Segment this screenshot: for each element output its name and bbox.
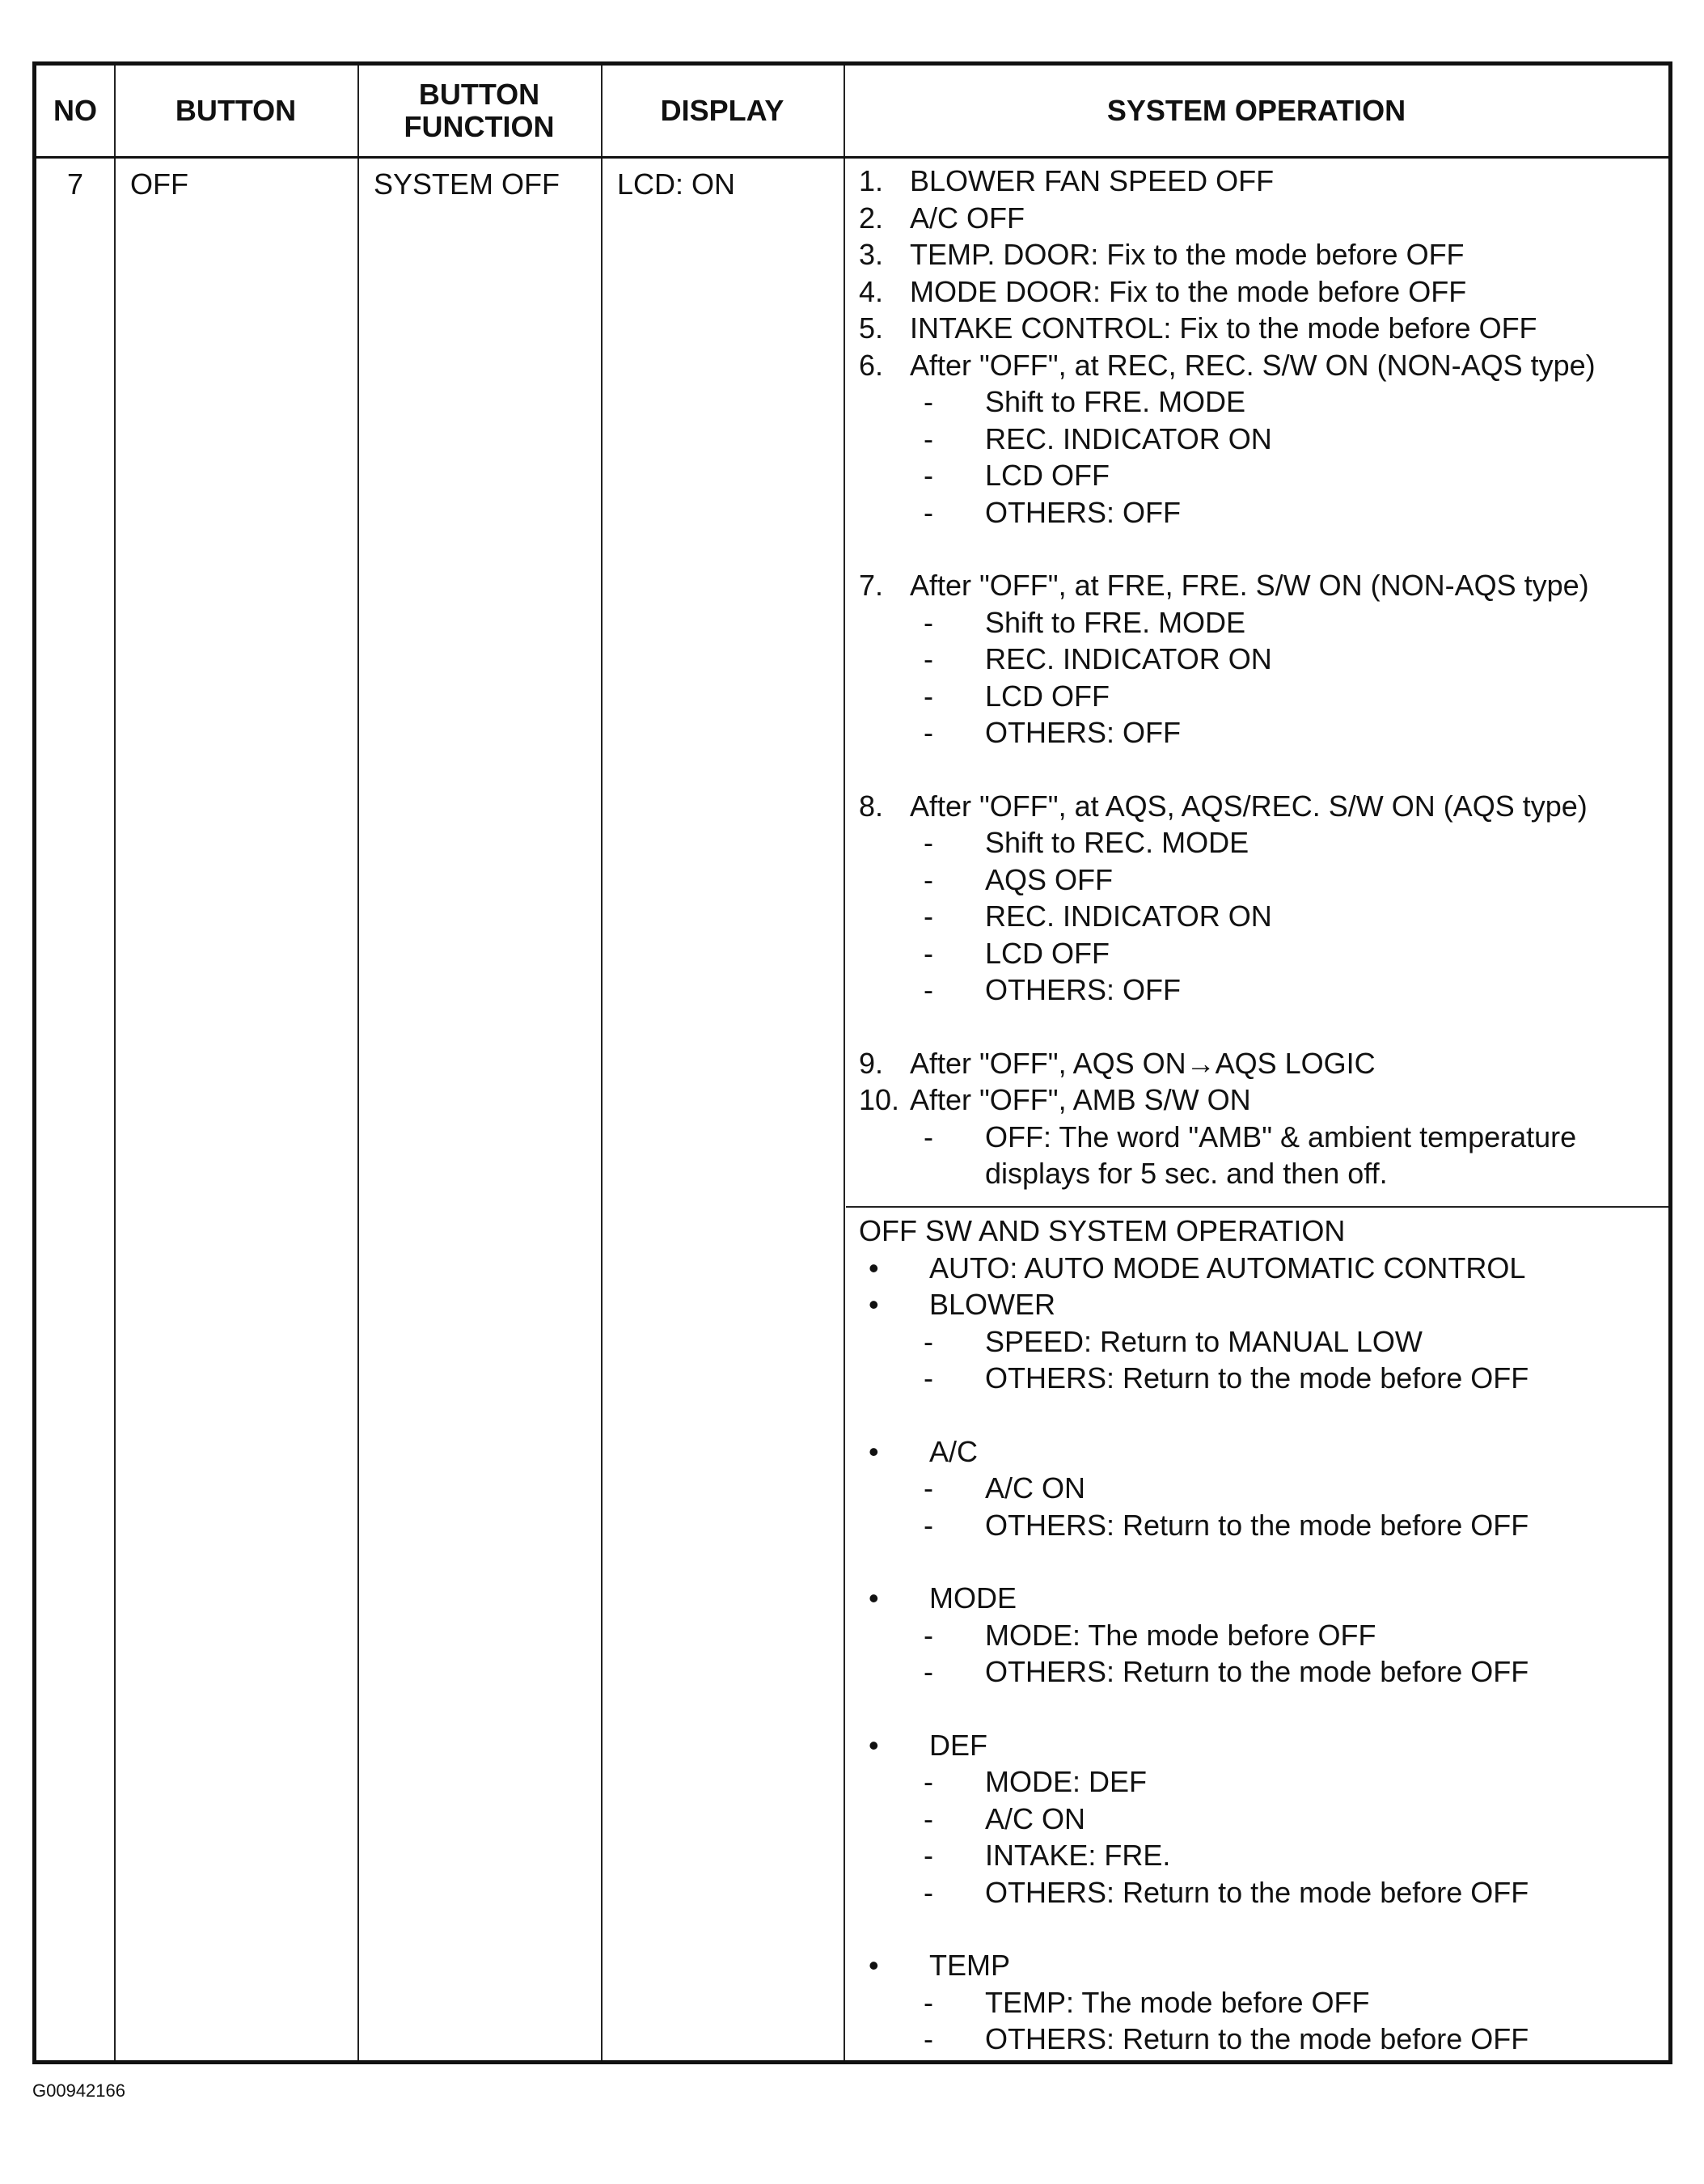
list-item: [846, 567, 1669, 604]
sub-item: - LCD OFF: [924, 679, 1110, 713]
sub-item: - INTAKE: FRE.: [924, 1839, 1171, 1872]
header-system-operation: SYSTEM OPERATION: [1106, 94, 1406, 127]
sub-item: - REC. INDICATOR ON: [924, 421, 1272, 455]
sub-item: - LCD OFF: [924, 936, 1110, 970]
sub-item: - A/C ON: [924, 1801, 1086, 1835]
sub-item: - Shift to REC. MODE: [924, 826, 1249, 859]
column-divider: [357, 66, 359, 2060]
item-number: 7.: [859, 569, 884, 602]
item-number: 4.: [859, 274, 884, 308]
figure-code: G00942166: [32, 2080, 125, 2101]
cell-button: OFF: [130, 167, 188, 201]
item-text: After "OFF", at FRE, FRE. S/W ON (NON-AQS type): [910, 569, 1589, 602]
cell-no: 7: [66, 167, 84, 201]
item-text: After "OFF", at REC, REC. S/W ON (NON-AQS type): [910, 348, 1596, 382]
item-text: INTAKE CONTROL: Fix to the mode before OFF: [910, 311, 1537, 345]
sub-item: - OTHERS: Return to the mode before OFF: [924, 1361, 1529, 1395]
item-text: After "OFF", AMB S/W ON: [910, 1083, 1251, 1116]
sub-item: - OTHERS: Return to the mode before OFF: [924, 1875, 1529, 1909]
bullet-item: • AUTO: AUTO MODE AUTOMATIC CONTROL: [869, 1251, 1526, 1285]
item-number: 9.: [859, 1046, 884, 1080]
sub-item-continuation: displays for 5 sec. and then off.: [985, 1157, 1388, 1190]
item-text: A/C OFF: [910, 201, 1025, 235]
sub-item: - OTHERS: Return to the mode before OFF: [924, 1655, 1529, 1688]
list-item: [846, 273, 1669, 311]
cell-display: LCD: ON: [617, 167, 736, 201]
item-text: TEMP. DOOR: Fix to the mode before OFF: [910, 238, 1465, 271]
item-number: 2.: [859, 201, 884, 235]
bullet-item: • DEF: [869, 1728, 987, 1762]
operation-list: [846, 163, 1669, 1192]
column-divider: [844, 66, 845, 2060]
header-button-function-line2: FUNCTION: [404, 110, 555, 143]
sub-item: - OTHERS: OFF: [924, 495, 1181, 529]
off-sw-title: OFF SW AND SYSTEM OPERATION: [859, 1214, 1346, 1247]
sub-item: - OTHERS: OFF: [924, 716, 1181, 749]
item-text: BLOWER FAN SPEED OFF: [910, 164, 1275, 197]
bullet-item: • TEMP: [869, 1949, 1011, 1982]
sub-item: - Shift to FRE. MODE: [924, 385, 1246, 418]
sub-item: - REC. INDICATOR ON: [924, 642, 1272, 675]
list-item: [846, 347, 1669, 384]
list-item: [846, 200, 1669, 237]
header-divider: [36, 156, 1668, 159]
item-text: After "OFF", at AQS, AQS/REC. S/W ON (AQS type): [910, 789, 1588, 823]
off-sw-section: [846, 1213, 1669, 2058]
item-number: 6.: [859, 348, 884, 382]
sub-item: - OTHERS: Return to the mode before OFF: [924, 1508, 1529, 1542]
header-button: BUTTON: [175, 94, 297, 127]
header-button-function-line1: BUTTON: [418, 78, 540, 111]
header-display: DISPLAY: [660, 94, 784, 127]
bullet-item: • A/C: [869, 1434, 979, 1468]
list-item: [846, 236, 1669, 273]
operation-table: [32, 61, 1672, 2064]
cell-button-function: SYSTEM OFF: [374, 167, 560, 201]
item-text: MODE DOOR: Fix to the mode before OFF: [910, 274, 1467, 308]
item-number: 1.: [859, 164, 884, 197]
item-number: 5.: [859, 311, 884, 345]
sub-item: - MODE: DEF: [924, 1765, 1148, 1798]
item-number: 8.: [859, 789, 884, 823]
header-no: NO: [53, 94, 97, 127]
sub-item: - AQS OFF: [924, 862, 1114, 896]
column-divider: [114, 66, 116, 2060]
list-item: [846, 1045, 1669, 1082]
sub-item: - SPEED: Return to MANUAL LOW: [924, 1324, 1423, 1358]
item-number: 3.: [859, 238, 884, 271]
sub-item: - REC. INDICATOR ON: [924, 899, 1272, 933]
sub-item: - Shift to FRE. MODE: [924, 605, 1246, 639]
list-item: [846, 1081, 1669, 1119]
sub-item: - OTHERS: Return to the mode before OFF: [924, 2022, 1529, 2055]
section-divider: [846, 1206, 1668, 1208]
item-number: 10.: [859, 1083, 900, 1116]
list-item: [846, 163, 1669, 200]
sub-item: - OFF: The word "AMB" & ambient temperature: [924, 1120, 1577, 1153]
bullet-item: • BLOWER: [869, 1288, 1056, 1321]
sub-item: - LCD OFF: [924, 459, 1110, 492]
sub-item: - MODE: The mode before OFF: [924, 1618, 1376, 1652]
sub-item: - A/C ON: [924, 1471, 1086, 1505]
bullet-item: • MODE: [869, 1581, 1017, 1615]
header-button-function: [357, 66, 601, 156]
item-text: After "OFF", AQS ON→AQS LOGIC: [910, 1046, 1376, 1080]
list-item: [846, 788, 1669, 825]
list-item: [846, 310, 1669, 347]
sub-item: - TEMP: The mode before OFF: [924, 1985, 1370, 2019]
column-divider: [601, 66, 603, 2060]
sub-item: - OTHERS: OFF: [924, 973, 1181, 1006]
